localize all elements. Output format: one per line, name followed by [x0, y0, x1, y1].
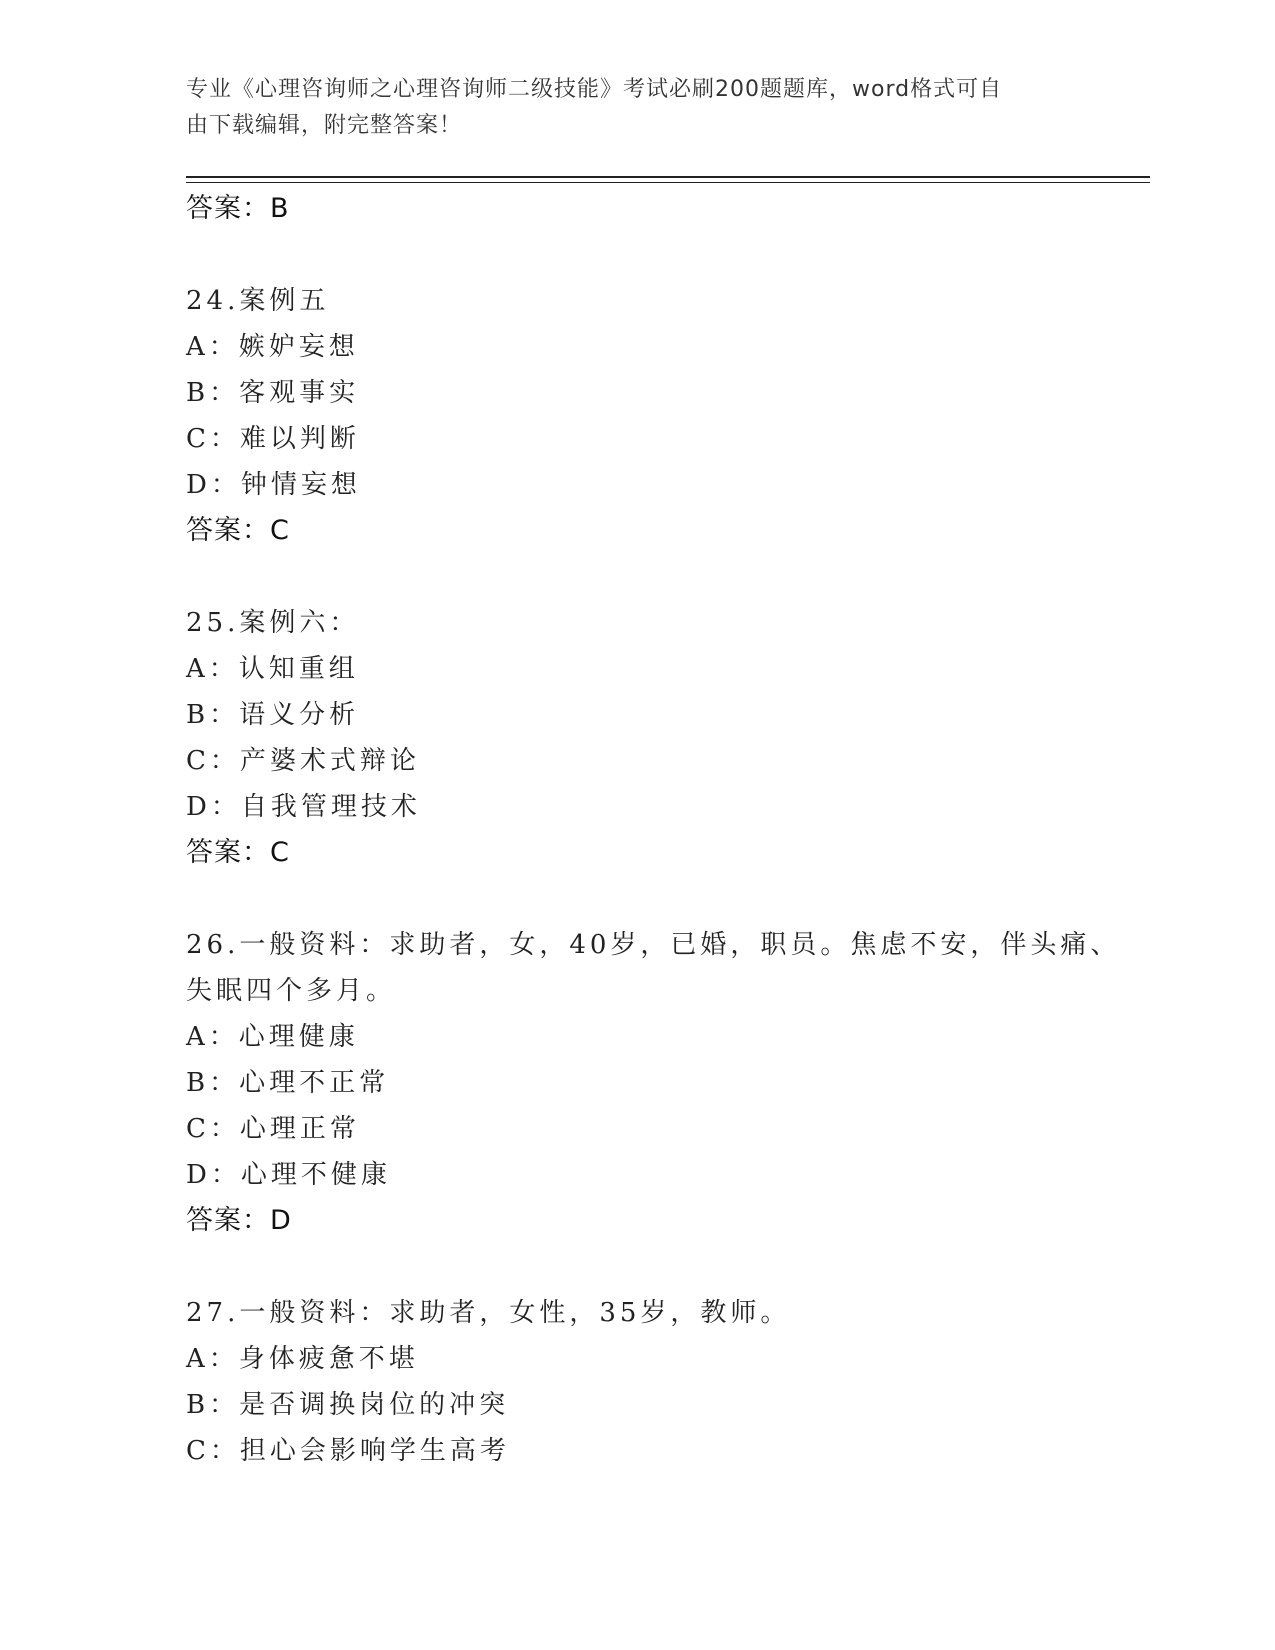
question-stem: 25.案例六： — [186, 608, 360, 638]
option-d: D：心理不健康 — [186, 1160, 391, 1190]
question-item — [186, 600, 1086, 876]
answer-line: 答案：B — [186, 193, 290, 224]
answer-line: 答案：C — [186, 837, 290, 868]
header-line-1: 专业《心理咨询师之心理咨询师二级技能》考试必刷200题题库，word格式可自 — [186, 77, 1003, 102]
spacer — [186, 876, 1086, 922]
option-a: A：认知重组 — [186, 654, 359, 684]
spacer — [186, 232, 1086, 278]
header-rule-thick — [186, 176, 1150, 178]
option-c: C：心理正常 — [186, 1114, 360, 1144]
option-c: C：产婆术式辩论 — [186, 746, 420, 776]
spacer — [186, 1244, 1086, 1290]
spacer — [186, 554, 1086, 600]
option-b: B：心理不正常 — [186, 1068, 390, 1098]
option-d: D：钟情妄想 — [186, 470, 361, 500]
option-b: B：客观事实 — [186, 378, 360, 408]
answer-line: 答案：D — [186, 1205, 292, 1236]
question-stem-continued: 失眠四个多月。 — [186, 976, 397, 1006]
question-stem: 27.一般资料：求助者，女性，35岁，教师。 — [186, 1298, 791, 1328]
document-header — [186, 72, 1066, 144]
option-c: C：难以判断 — [186, 424, 360, 454]
question-list — [186, 186, 1121, 1474]
option-a: A：嫉妒妄想 — [186, 332, 359, 362]
question-stem: 26.一般资料：求助者，女，40岁，已婚，职员。焦虑不安，伴头痛、 — [186, 930, 1121, 960]
question-item — [186, 1290, 1086, 1474]
option-b: B：是否调换岗位的冲突 — [186, 1390, 510, 1420]
header-rule-thin — [186, 182, 1150, 183]
option-d: D：自我管理技术 — [186, 792, 421, 822]
question-item — [186, 278, 1086, 554]
option-c: C：担心会影响学生高考 — [186, 1436, 510, 1466]
question-item — [186, 922, 1121, 1244]
option-a: A：身体疲惫不堪 — [186, 1344, 419, 1374]
answer-line: 答案：C — [186, 515, 290, 546]
option-a: A：心理健康 — [186, 1022, 359, 1052]
header-line-2: 由下载编辑，附完整答案！ — [186, 113, 463, 138]
question-stem: 24.案例五 — [186, 286, 330, 316]
option-b: B：语义分析 — [186, 700, 360, 730]
